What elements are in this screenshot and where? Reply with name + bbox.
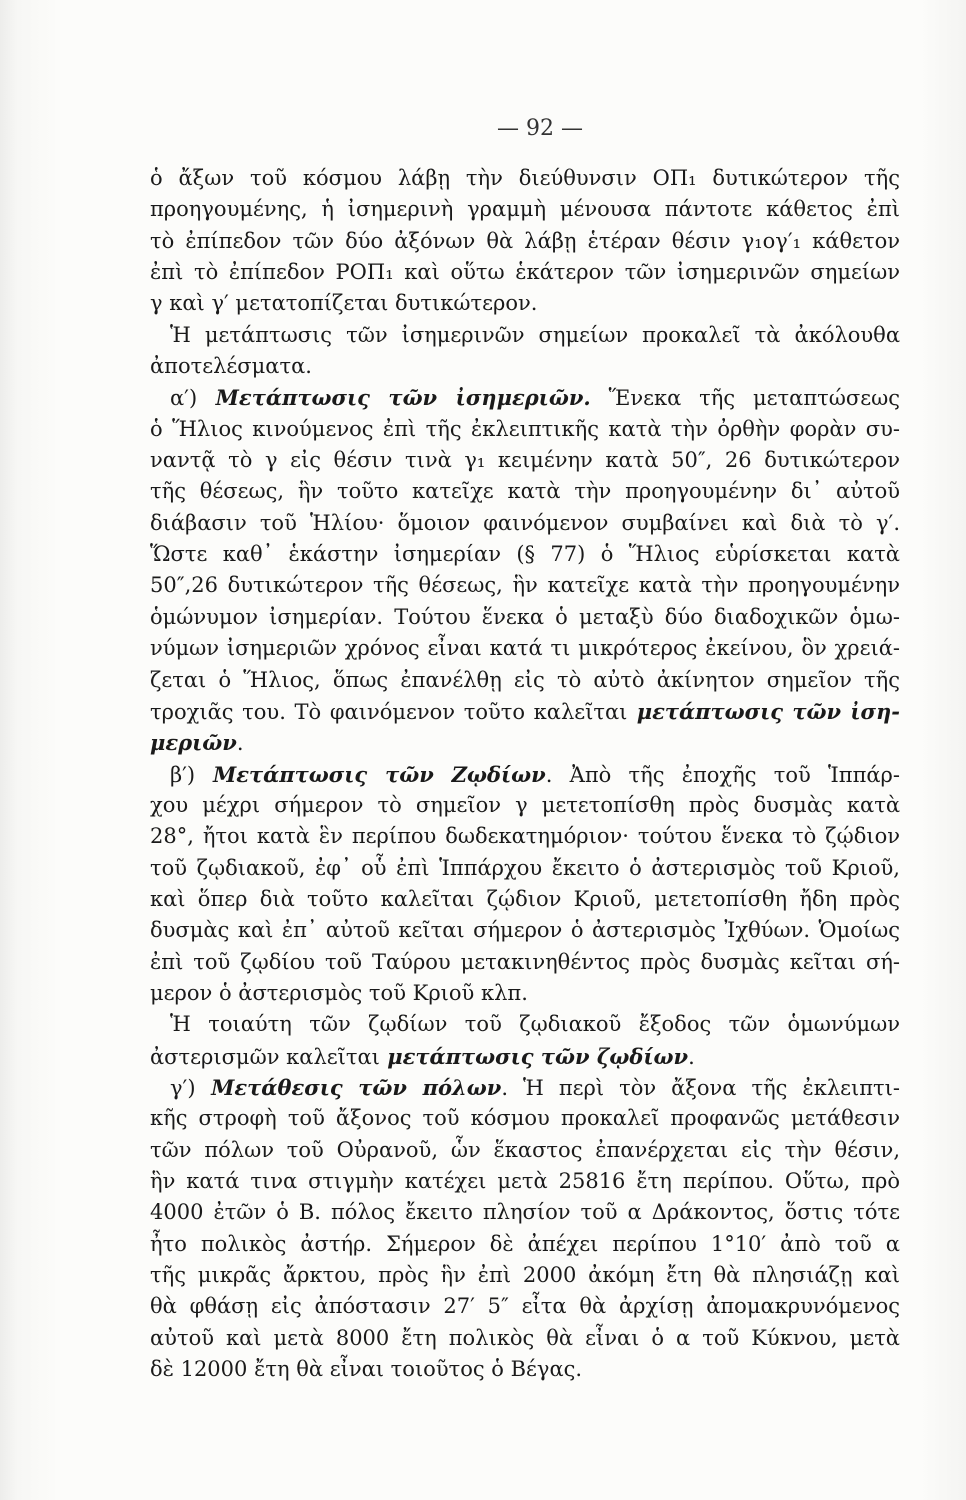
line-segment: τῶν πόλων τοῦ Οὐρανοῦ, ὧν ἕκαστος ἐπανέρχεται εἰς τὴν θέσιν, xyxy=(150,1137,900,1162)
text-line xyxy=(150,1166,900,1197)
text-line xyxy=(150,1197,900,1228)
line-segment: Ἕνεκα τῆς μεταπτώσεως xyxy=(590,386,900,411)
page-number: — 92 — xyxy=(497,116,583,141)
text-line xyxy=(150,1009,900,1040)
text-line xyxy=(150,790,900,821)
text-line xyxy=(150,1291,900,1322)
text-line xyxy=(150,163,900,194)
text-line xyxy=(150,665,900,696)
line-segment: Ἡ μετάπτωσις τῶν ἰσημερινῶν σημείων προκαλεῖ τὰ ἀκόλουθα xyxy=(170,322,900,347)
line-segment: διάβασιν τοῦ Ἡλίου· ὅμοιον φαινόμενον συμβαίνει καὶ διὰ τὸ γ′. xyxy=(150,510,900,535)
emphasized-term: Μετάπτωσις τῶν Ζῳδίων xyxy=(195,761,546,787)
text-line xyxy=(150,257,900,288)
line-segment: ἐπὶ τοῦ ζῳδίου τοῦ Ταύρου μετακινηθέντος πρὸς δυσμὰς κεῖται σή- xyxy=(150,949,900,974)
text-line xyxy=(150,1229,900,1260)
line-segment: ἦτο πολικὸς ἀστήρ. Σήμερον δὲ ἀπέχει περίπου 1°10′ ἀπὸ τοῦ α xyxy=(150,1231,900,1256)
line-segment: α′) xyxy=(170,386,198,411)
line-segment: γ′) xyxy=(170,1075,196,1100)
text-line xyxy=(150,884,900,915)
line-segment: δὲ 12000 ἔτη θὰ εἶναι τοιοῦτος ὁ Βέγας. xyxy=(150,1357,583,1382)
emphasized-term: Μετάπτωσις τῶν ἰσημεριῶν. xyxy=(197,385,591,411)
line-segment: χου μέχρι σήμερον τὸ σημεῖον γ μετετοπίσθη πρὸς δυσμὰς κατὰ xyxy=(150,792,900,817)
text-line xyxy=(150,414,900,445)
line-segment: καὶ ὅπερ διὰ τοῦτο καλεῖται ζῴδιον Κριοῦ, μετετοπίσθη ἤδη πρὸς xyxy=(150,886,900,911)
line-segment: ζεται ὁ Ἥλιος, ὅπως ἐπανέλθῃ εἰς τὸ αὐτὸ ἀκίνητον σημεῖον τῆς xyxy=(150,667,900,692)
line-segment: 4000 ἐτῶν ὁ Β. πόλος ἔκειτο πλησίον τοῦ α Δράκοντος, ὅστις τότε xyxy=(150,1200,900,1225)
line-segment: ναντᾷ τὸ γ εἰς θέσιν τινὰ γ₁ κειμένην κατὰ 50″, 26 δυτικώτερον xyxy=(150,448,900,473)
line-segment: μερον ὁ ἀστερισμὸς τοῦ Κριοῦ κλπ. xyxy=(150,980,528,1005)
line-segment: ἀστερισμῶν καλεῖται xyxy=(150,1044,380,1069)
line-segment: αὐτοῦ καὶ μετὰ 8000 ἔτη πολικὸς θὰ εἶναι ὁ α τοῦ Κύκνου, μετὰ xyxy=(150,1325,900,1350)
text-line xyxy=(150,508,900,539)
text-line xyxy=(150,633,900,664)
text-line xyxy=(150,853,900,884)
line-segment: ἐπὶ τὸ ἐπίπεδον ΡΟΠ₁ καὶ οὕτω ἑκάτερον τῶν ἰσημερινῶν σημείων xyxy=(150,260,900,285)
text-line xyxy=(150,1323,900,1354)
line-segment: τοῦ ζῳδιακοῦ, ἐφ᾿ οὗ ἐπὶ Ἱππάρχου ἔκειτο ὁ ἀστερισμὸς τοῦ Κριοῦ, xyxy=(150,855,900,880)
line-segment: τῆς θέσεως, ἣν τοῦτο κατεῖχε κατὰ τὴν προηγουμένην δι᾿ αὐτοῦ xyxy=(150,479,900,504)
text-line xyxy=(150,727,900,758)
line-segment: ἣν κατά τινα στιγμὴν κατέχει μετὰ 25816 ἔτη περίπου. Οὕτω, πρὸ xyxy=(150,1169,900,1193)
text-line xyxy=(150,1041,900,1072)
emphasized-term: μετάπτωσις τῶν ζῳδίων xyxy=(379,1043,689,1069)
text-line xyxy=(150,288,900,319)
text-line xyxy=(150,1072,900,1103)
line-segment: . Ἡ περὶ τὸν ἄξονα τῆς ἐκλειπτι- xyxy=(501,1075,900,1100)
line-segment: Ὥστε καθ᾿ ἑκάστην ἰσημερίαν (§ 77) ὁ Ἥλιος εὑρίσκεται κατὰ xyxy=(150,542,900,567)
line-segment: ὁ ἄξων τοῦ κόσμου λάβῃ τὴν διεύθυνσιν ΟΠ₁ δυτικώτερον τῆς xyxy=(150,166,900,190)
text-line xyxy=(150,696,900,727)
text-line xyxy=(150,1260,900,1291)
line-segment: τὸ ἐπίπεδον τῶν δύο ἀξόνων θὰ λάβῃ ἑτέραν θέσιν γ₁ογ′₁ κάθετον xyxy=(150,228,900,253)
line-segment: . xyxy=(688,1044,695,1069)
line-segment: . Ἀπὸ τῆς ἐποχῆς τοῦ Ἱππάρ- xyxy=(545,762,900,787)
emphasized-term: μεριῶν xyxy=(150,730,237,756)
text-line xyxy=(150,759,900,790)
text-line xyxy=(150,821,900,852)
text-line xyxy=(150,1135,900,1166)
text-line xyxy=(150,539,900,570)
body-text xyxy=(150,163,900,1385)
line-segment: ὁμώνυμον ἰσημερίαν. Τούτου ἕνεκα ὁ μεταξὺ δύο διαδοχικῶν ὁμω- xyxy=(150,604,900,629)
text-line xyxy=(150,978,900,1009)
text-line xyxy=(150,194,900,225)
text-line xyxy=(150,382,900,413)
line-segment: γ καὶ γ′ μετατοπίζεται δυτικώτερον. xyxy=(150,291,538,316)
line-segment: . xyxy=(236,731,244,756)
text-line xyxy=(150,476,900,507)
text-line xyxy=(150,602,900,633)
line-segment: κῆς στροφὴ τοῦ ἄξονος τοῦ κόσμου προκαλεῖ προφανῶς μετάθεσιν xyxy=(150,1106,900,1131)
text-line xyxy=(150,570,900,601)
line-segment: β′) xyxy=(170,762,196,787)
text-line xyxy=(150,915,900,946)
line-segment: ὁ Ἥλιος κινούμενος ἐπὶ τῆς ἐκλειπτικῆς κατὰ τὴν ὀρθὴν φορὰν συ- xyxy=(150,416,900,441)
line-segment: ἀποτελέσματα. xyxy=(150,354,312,379)
line-segment: τροχιᾶς του. Τὸ φαινόμενον τοῦτο καλεῖται xyxy=(150,699,628,724)
line-segment: νύμων ἰσημεριῶν χρόνος εἶναι κατά τι μικρότερος ἐκείνου, ὃν χρειά- xyxy=(150,636,900,661)
text-line xyxy=(150,445,900,476)
line-segment: θὰ φθάσῃ εἰς ἀπόστασιν 27′ 5″ εἶτα θὰ ἀρχίσῃ ἀπομακρυνόμενος xyxy=(150,1294,900,1319)
line-segment: δυσμὰς καὶ ἐπ᾿ αὐτοῦ κεῖται σήμερον ὁ ἀστερισμὸς Ἰχθύων. Ὁμοίως xyxy=(150,918,900,943)
line-segment: τῆς μικρᾶς ἄρκτου, πρὸς ἣν ἐπὶ 2000 ἀκόμη ἔτη θὰ πλησιάζῃ καὶ xyxy=(150,1263,900,1288)
emphasized-term: μετάπτωσις τῶν ἰση- xyxy=(627,698,900,724)
emphasized-term: Μετάθεσις τῶν πόλων xyxy=(195,1074,502,1100)
text-line xyxy=(150,1354,900,1385)
text-line xyxy=(150,351,900,382)
line-segment: 28°, ἤτοι κατὰ ἓν περίπου δωδεκατημόριον· τούτου ἕνεκα τὸ ζῴδιον xyxy=(150,824,900,849)
text-line xyxy=(150,226,900,257)
line-segment: Ἡ τοιαύτη τῶν ζῳδίων τοῦ ζῳδιακοῦ ἔξοδος τῶν ὁμωνύμων xyxy=(170,1012,900,1037)
line-segment: προηγουμένης, ἡ ἰσημερινὴ γραμμὴ μένουσα πάντοτε κάθετος ἐπὶ xyxy=(150,197,900,222)
text-line xyxy=(150,947,900,978)
text-line xyxy=(150,1103,900,1134)
text-line xyxy=(150,320,900,351)
line-segment: 50″,26 δυτικώτερον τῆς θέσεως, ἣν κατεῖχε κατὰ τὴν προηγουμένην xyxy=(150,573,900,598)
